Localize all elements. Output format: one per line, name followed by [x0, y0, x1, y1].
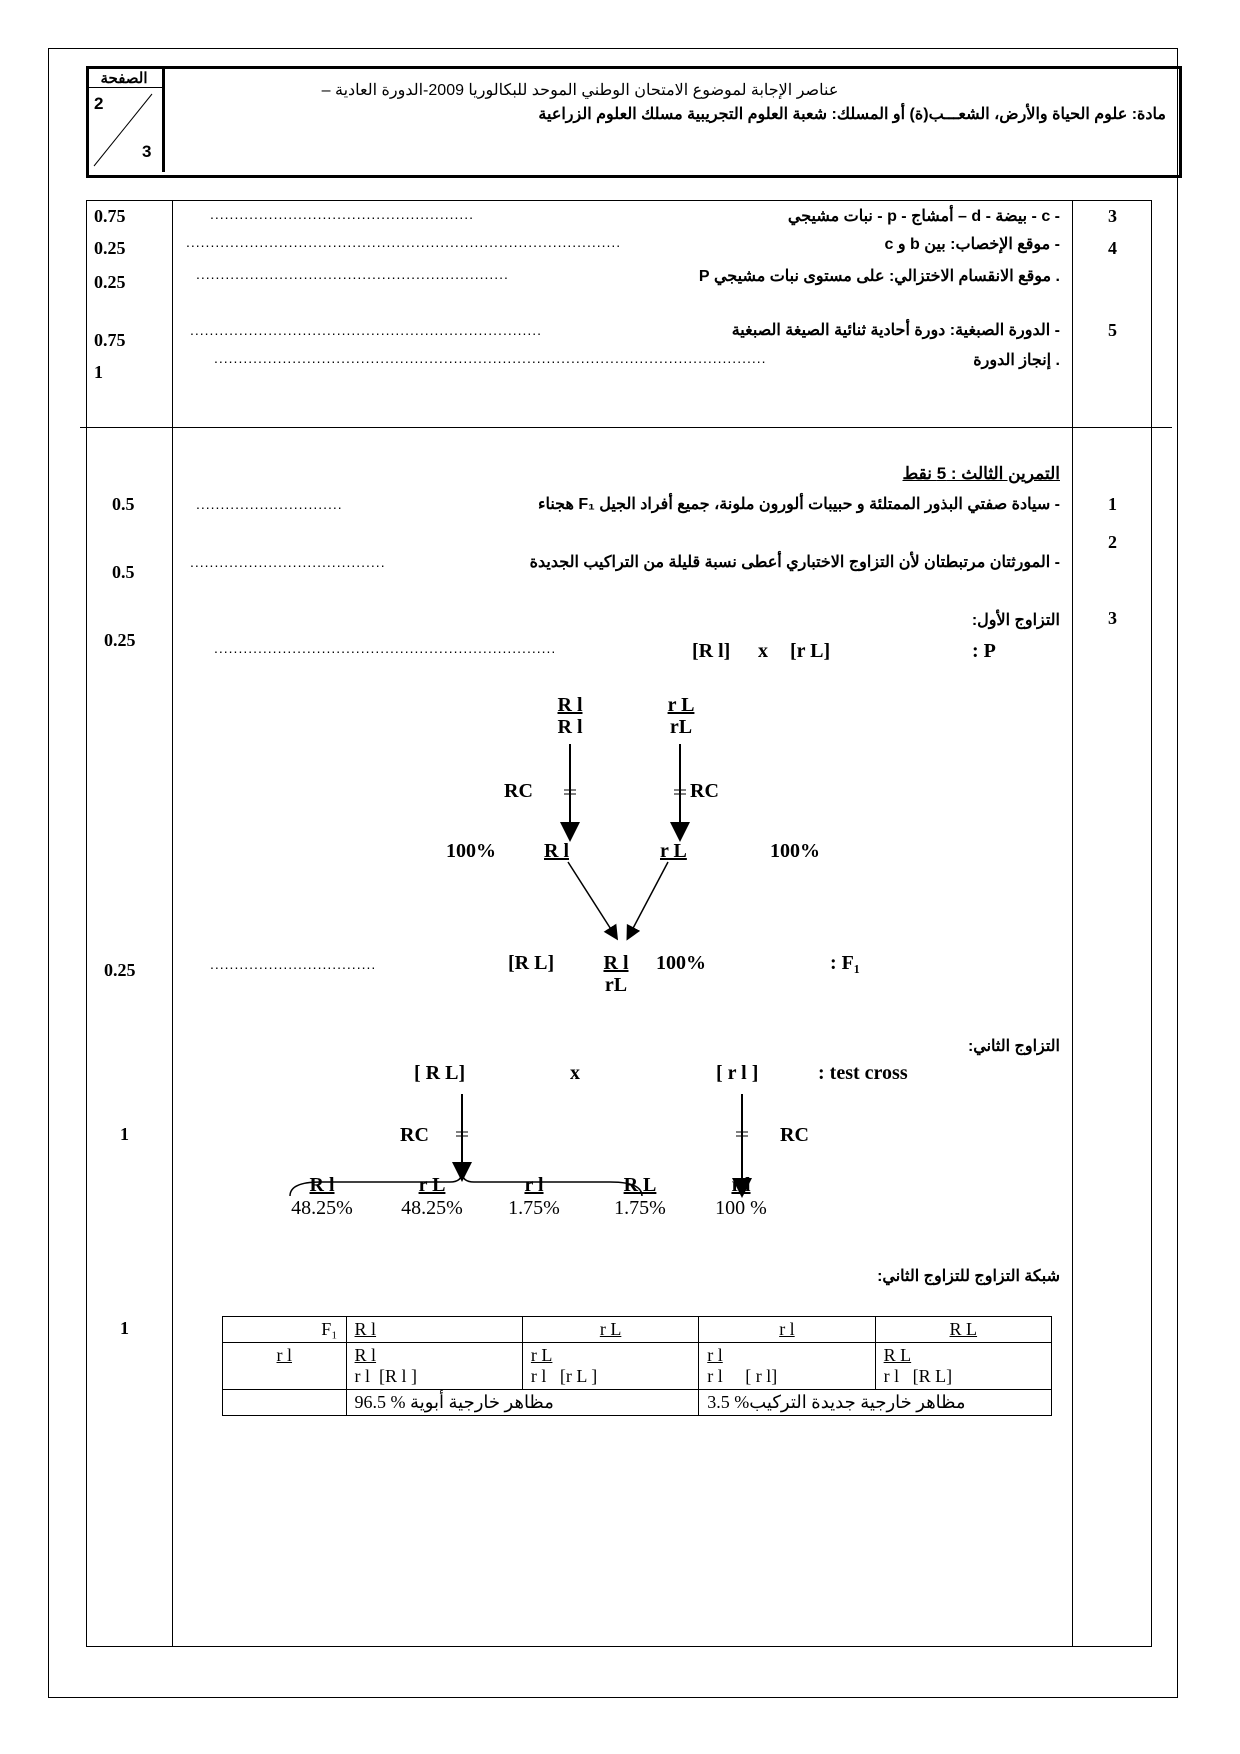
- tc-gamete-rl-g: r l: [731, 1174, 751, 1196]
- p-phen-1: [R l]: [692, 640, 731, 662]
- section2-col-right: [1072, 428, 1073, 1646]
- parent1-genotype-den: R l: [557, 716, 583, 738]
- cell-1-phen: [R l ]: [379, 1366, 418, 1386]
- s1-score-3: 0.25: [94, 272, 126, 292]
- s1-dots-3: ................................................................: [196, 266, 509, 282]
- gamete-pct-right: 100%: [770, 840, 820, 862]
- gamete-2: r L: [660, 840, 687, 862]
- cell-4-num: R L: [883, 1345, 912, 1365]
- gamete-pct-left: 100%: [446, 840, 496, 862]
- table-header-row: [223, 1317, 1052, 1343]
- tc-gamete-3-p: 1.75%: [508, 1197, 560, 1219]
- tc-gamete-2: [392, 1174, 472, 1220]
- f1-phenotype: [R L]: [508, 952, 555, 974]
- exercise-title: التمرين الثالث : 5 نقط: [902, 464, 1060, 483]
- table-recomb: مظاهر خارجية جديدة التركيب% 3.5: [699, 1390, 1052, 1416]
- table-summary-row: [223, 1390, 1052, 1416]
- table-parental: مظاهر خارجية أبوية % 96.5: [346, 1390, 699, 1416]
- table-row: [223, 1343, 1052, 1390]
- parent2-genotype: [656, 694, 706, 738]
- parent2-genotype-den: rL: [669, 716, 693, 738]
- table-cell-1: [346, 1343, 522, 1390]
- f1-genotype-den: rL: [604, 974, 628, 996]
- tc-gamete-3-g: r l: [524, 1174, 544, 1196]
- s1-score-4: 0.75: [94, 330, 126, 350]
- parent1-genotype-num: R l: [557, 694, 583, 716]
- tc-cross-x: x: [570, 1062, 580, 1084]
- q3-score-table: 1: [120, 1318, 129, 1338]
- tc-gamete-2-g: r L: [418, 1174, 446, 1196]
- s1-num-3: 3: [1108, 206, 1117, 226]
- cell-1-den: r l: [354, 1366, 371, 1386]
- table-summary-empty: [223, 1390, 347, 1416]
- s1-score-2: 0.25: [94, 238, 126, 258]
- q1-score: 0.5: [112, 494, 135, 514]
- q3-score-f1: 0.25: [104, 960, 136, 980]
- q3-num: 3: [1108, 608, 1117, 628]
- q3-score-cross: 1: [120, 1124, 129, 1144]
- section1-col-left: [172, 200, 173, 436]
- rc-label-left: RC: [504, 780, 533, 802]
- f1-label: : F₁: [830, 952, 860, 974]
- s1-dots-2: .........................................................................................: [186, 234, 622, 250]
- tc-gamete-2-p: 48.25%: [401, 1197, 463, 1219]
- f1-dots: ..................................: [210, 956, 377, 972]
- f1-pct: 100%: [656, 952, 706, 974]
- cell-1-num: R l: [354, 1345, 377, 1365]
- q2-score: 0.5: [112, 562, 135, 582]
- crossing-table: [222, 1316, 1052, 1416]
- cell-2-den: r l: [530, 1366, 547, 1386]
- section2-col-left: [172, 428, 173, 1646]
- tc-gamete-4: [600, 1174, 680, 1220]
- table-col-4: R L: [875, 1317, 1051, 1343]
- q2-text: - المورثتان مرتبطتان لأن التزاوج الاختباري أعطى نسبة قليلة من التراكيب الجديدة: [529, 554, 1060, 571]
- p-label: : P: [972, 640, 996, 662]
- table-col-1: R l: [346, 1317, 522, 1343]
- rc-label-tc-right: RC: [780, 1124, 809, 1146]
- s1-text-1: - c - بيضة - d – أمشاج - p - نبات مشيجي: [787, 208, 1060, 225]
- tc-gamete-rl: [706, 1174, 776, 1220]
- table-cell-2: [522, 1343, 698, 1390]
- s1-text-4: - الدورة الصبغية: دورة أحادية ثنائية الصيغة الصبغية: [731, 322, 1060, 339]
- rc-label-tc-left: RC: [400, 1124, 429, 1146]
- cell-2-phen: [r L ]: [559, 1366, 598, 1386]
- s1-num-4: 4: [1108, 238, 1117, 258]
- parent2-genotype-num: r L: [667, 694, 695, 716]
- page-total: 3: [142, 142, 152, 161]
- second-cross-title: التزاوج الثاني:: [967, 1038, 1060, 1055]
- q1-text: - سيادة صفتي البذور الممتلئة و حبيبات ألورون ملونة، جميع أفراد الجيل F₁ هجناء: [537, 496, 1060, 513]
- header-line1: عناصر الإجابة لموضوع الامتحان الوطني الموحد للبكالوريا 2009-الدورة العادية –: [321, 82, 839, 99]
- tc-gamete-4-g: R L: [623, 1174, 657, 1196]
- parent1-genotype: [545, 694, 595, 738]
- page-num: 2: [94, 94, 104, 113]
- s1-text-2: - موقع الإخصاب: بين b و c: [884, 236, 1060, 253]
- cell-2-num: r L: [530, 1345, 553, 1365]
- cell-4-phen: [R L]: [912, 1366, 953, 1386]
- tc-gamete-1-p: 48.25%: [291, 1197, 353, 1219]
- q2-dots: ........................................: [190, 554, 386, 570]
- gamete-1: R l: [544, 840, 569, 862]
- tc-phen-2: [ r l ]: [716, 1062, 759, 1084]
- tc-gamete-1: [282, 1174, 362, 1220]
- s1-dots-5: .................................................................................................................: [214, 350, 767, 366]
- s1-score-5: 1: [94, 362, 103, 382]
- p-phen-2: [r L]: [790, 640, 831, 662]
- f1-genotype: [596, 952, 636, 996]
- tc-phen-1: [ R L]: [414, 1062, 466, 1084]
- table-col-3: r l: [699, 1317, 875, 1343]
- tc-gamete-rl-p: 100 %: [715, 1197, 767, 1219]
- page-label: الصفحة: [86, 69, 162, 88]
- cell-4-den: r l: [883, 1366, 900, 1386]
- s1-text-5: . إنجاز الدورة: [973, 352, 1060, 369]
- table-col-2: r L: [522, 1317, 698, 1343]
- rc-label-right: RC: [690, 780, 719, 802]
- first-cross-title: التزاوج الأول:: [971, 612, 1060, 629]
- table-cell-3: [699, 1343, 875, 1390]
- q2-num: 2: [1108, 532, 1117, 552]
- tc-gamete-1-g: R l: [309, 1174, 335, 1196]
- s1-text-3: . موقع الانقسام الاختزالي: على مستوى نبات مشيجي P: [698, 268, 1060, 285]
- tc-gamete-4-p: 1.75%: [614, 1197, 666, 1219]
- tc-label: : test cross: [818, 1062, 908, 1084]
- cell-3-phen: [ r l]: [745, 1366, 778, 1386]
- s1-dots-1: ......................................................: [210, 206, 475, 222]
- s1-dots-4: ........................................................................: [190, 322, 543, 338]
- s1-num-5: 5: [1108, 320, 1117, 340]
- f1-genotype-num: R l: [603, 952, 629, 974]
- header-line2: مادة: علوم الحياة والأرض، الشعـــب(ة) أو المسلك: شعبة العلوم التجريبية مسلك العلوم الزراعية: [538, 106, 1166, 123]
- cell-3-den: r l: [707, 1366, 723, 1386]
- s1-score-1: 0.75: [94, 206, 126, 226]
- q3-score-p: 0.25: [104, 630, 136, 650]
- table-cell-4: [875, 1343, 1051, 1390]
- q1-dots: ..............................: [196, 496, 343, 512]
- p-dots: ......................................................................: [214, 640, 557, 656]
- page-number-box: [86, 66, 165, 172]
- table-title: شبكة التزاوج للتزاوج الثاني:: [877, 1268, 1060, 1285]
- table-row-gamete: r l: [223, 1343, 347, 1390]
- q1-num: 1: [1108, 494, 1117, 514]
- p-cross-x: x: [758, 640, 768, 662]
- cell-3-num: r l: [707, 1345, 723, 1365]
- section1-col-right: [1072, 200, 1073, 436]
- table-corner: F₁: [223, 1317, 347, 1343]
- tc-gamete-3: [494, 1174, 574, 1220]
